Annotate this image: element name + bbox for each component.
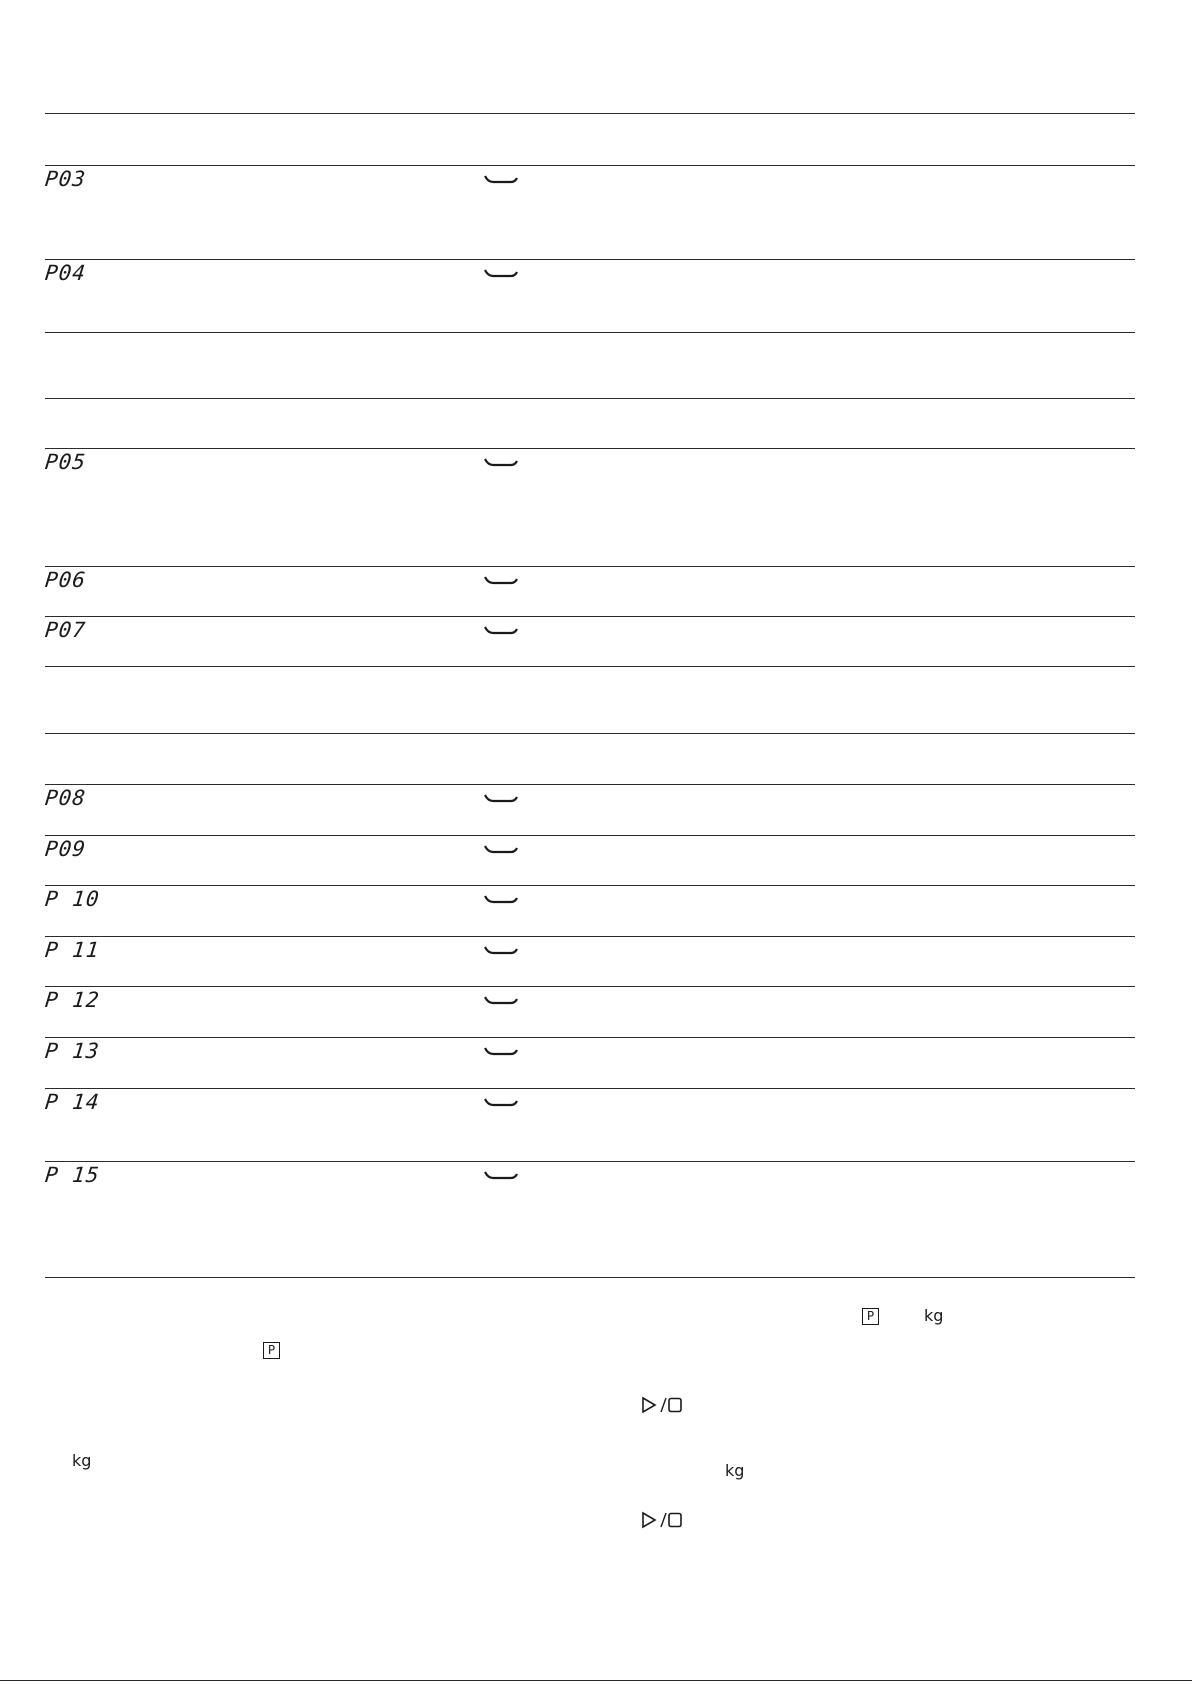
rack-position-icon (483, 456, 519, 470)
rack-position-icon (483, 624, 519, 638)
program-code: P 15 (43, 1163, 101, 1187)
table-rule (45, 835, 1135, 836)
table-rule (45, 666, 1135, 667)
table-rule (45, 113, 1135, 114)
rack-position-icon (483, 843, 519, 857)
table-rule (45, 332, 1135, 333)
program-code: P08 (43, 786, 88, 810)
program-code: P05 (43, 450, 88, 474)
page-bottom-rule (0, 1680, 1192, 1681)
table-rule (45, 1037, 1135, 1038)
program-button-icon: P (263, 1342, 280, 1359)
table-rule (45, 448, 1135, 449)
table-rule (45, 986, 1135, 987)
rack-position-icon (483, 1169, 519, 1183)
rack-position-icon (483, 1045, 519, 1059)
rack-position-icon (483, 944, 519, 958)
program-button-icon: P (862, 1308, 879, 1325)
program-code: P 11 (43, 938, 101, 962)
weight-unit-label: kg (725, 1461, 745, 1480)
table-rule (45, 398, 1135, 399)
rack-position-icon (483, 792, 519, 806)
rack-position-icon (483, 173, 519, 187)
rack-position-icon (483, 574, 519, 588)
rack-position-icon (483, 267, 519, 281)
table-rule (45, 885, 1135, 886)
table-rule (45, 784, 1135, 785)
rack-position-icon (483, 994, 519, 1008)
program-code: P 13 (43, 1039, 101, 1063)
start-stop-icon (641, 1396, 685, 1414)
program-code: P 14 (43, 1090, 101, 1114)
program-code: P06 (43, 568, 88, 592)
table-rule (45, 1088, 1135, 1089)
program-code: P07 (43, 618, 88, 642)
weight-unit-label: kg (924, 1306, 944, 1325)
rack-position-icon (483, 1096, 519, 1110)
table-rule (45, 566, 1135, 567)
table-rule (45, 1161, 1135, 1162)
table-rule (45, 733, 1135, 734)
table-rule (45, 936, 1135, 937)
program-code: P 12 (43, 988, 101, 1012)
rack-position-icon (483, 893, 519, 907)
start-stop-icon (641, 1511, 685, 1529)
program-code: P09 (43, 837, 88, 861)
program-code: P04 (43, 261, 88, 285)
table-rule (45, 1277, 1135, 1278)
program-code: P03 (43, 167, 88, 191)
table-rule (45, 165, 1135, 166)
weight-unit-label: kg (72, 1451, 92, 1470)
table-rule (45, 259, 1135, 260)
program-code: P 10 (43, 887, 101, 911)
table-rule (45, 616, 1135, 617)
